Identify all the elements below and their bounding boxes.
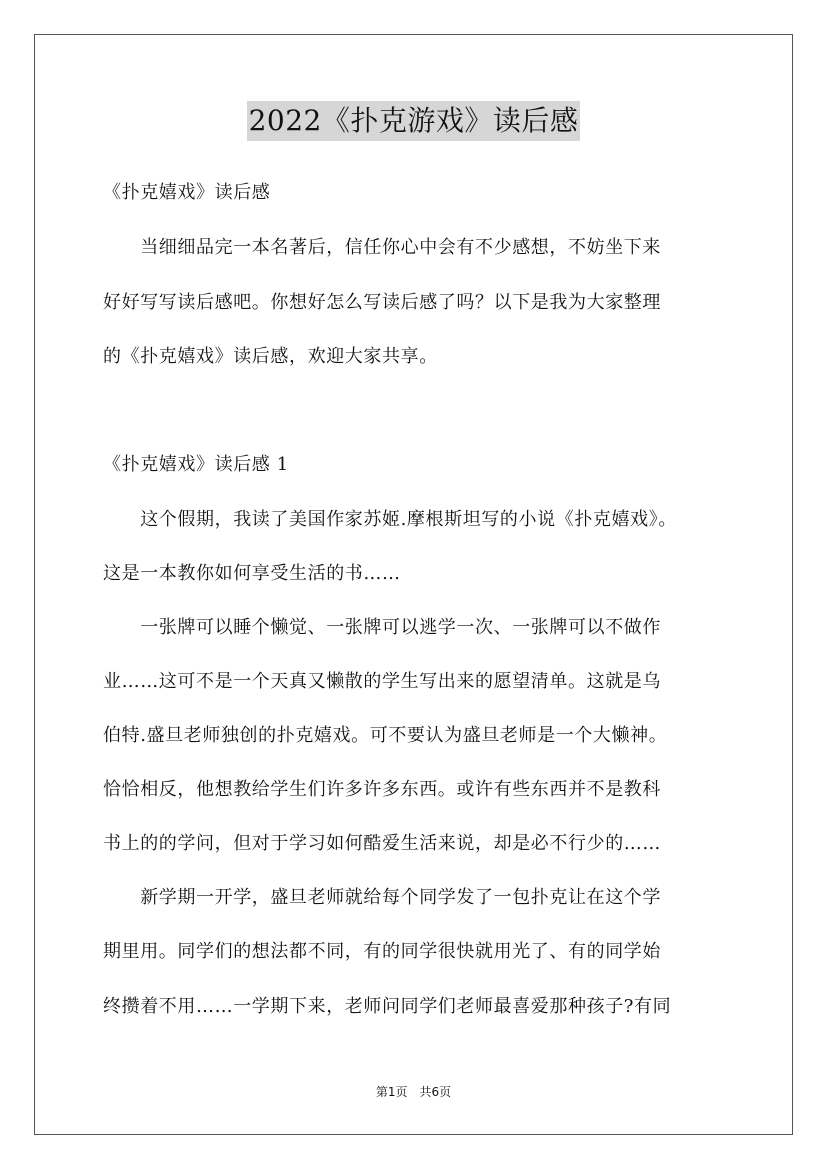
document-title-wrap <box>0 101 827 141</box>
section-heading: 《扑克嬉戏》读后感 <box>103 182 271 203</box>
paragraph-line: 新学期一开学，盛旦老师就给每个同学发了一包扑克让在这个学 <box>103 887 661 908</box>
paragraph-line: 的《扑克嬉戏》读后感，欢迎大家共享。 <box>103 346 438 367</box>
paragraph-line: 业……这可不是一个天真又懒散的学生写出来的愿望清单。这就是乌 <box>103 671 661 692</box>
page-number: 第1页 共6页 <box>375 1085 452 1099</box>
paragraph-line: 当细细品完一本名著后，信任你心中会有不少感想，不妨坐下来 <box>103 237 661 258</box>
paragraph-line: 这个假期，我读了美国作家苏姬.摩根斯坦写的小说《扑克嬉戏》。 <box>103 509 677 530</box>
document-title: 2022《扑克游戏》读后感 <box>247 101 581 141</box>
paragraph-line: 书上的的学问，但对于学习如何酷爱生活来说，却是必不行少的…… <box>103 833 661 854</box>
paragraph-line: 伯特.盛旦老师独创的扑克嬉戏。可不要认为盛旦老师是一个大懒神。 <box>103 725 668 746</box>
paragraph-line: 这是一本教你如何享受生活的书…… <box>103 563 401 584</box>
paragraph-line: 一张牌可以睡个懒觉、一张牌可以逃学一次、一张牌可以不做作 <box>103 617 661 638</box>
section-heading: 《扑克嬉戏》读后感 1 <box>103 454 289 475</box>
paragraph-line: 好好写写读后感吧。你想好怎么写读后感了吗？以下是我为大家整理 <box>103 292 661 313</box>
paragraph-line: 期里用。同学们的想法都不同，有的同学很快就用光了、有的同学始 <box>103 941 661 962</box>
paragraph-line: 终攒着不用……一学期下来，老师问同学们老师最喜爱那种孩子?有同 <box>103 996 672 1017</box>
paragraph-line: 恰恰相反，他想教给学生们许多许多东西。或许有些东西并不是教科 <box>103 779 661 800</box>
